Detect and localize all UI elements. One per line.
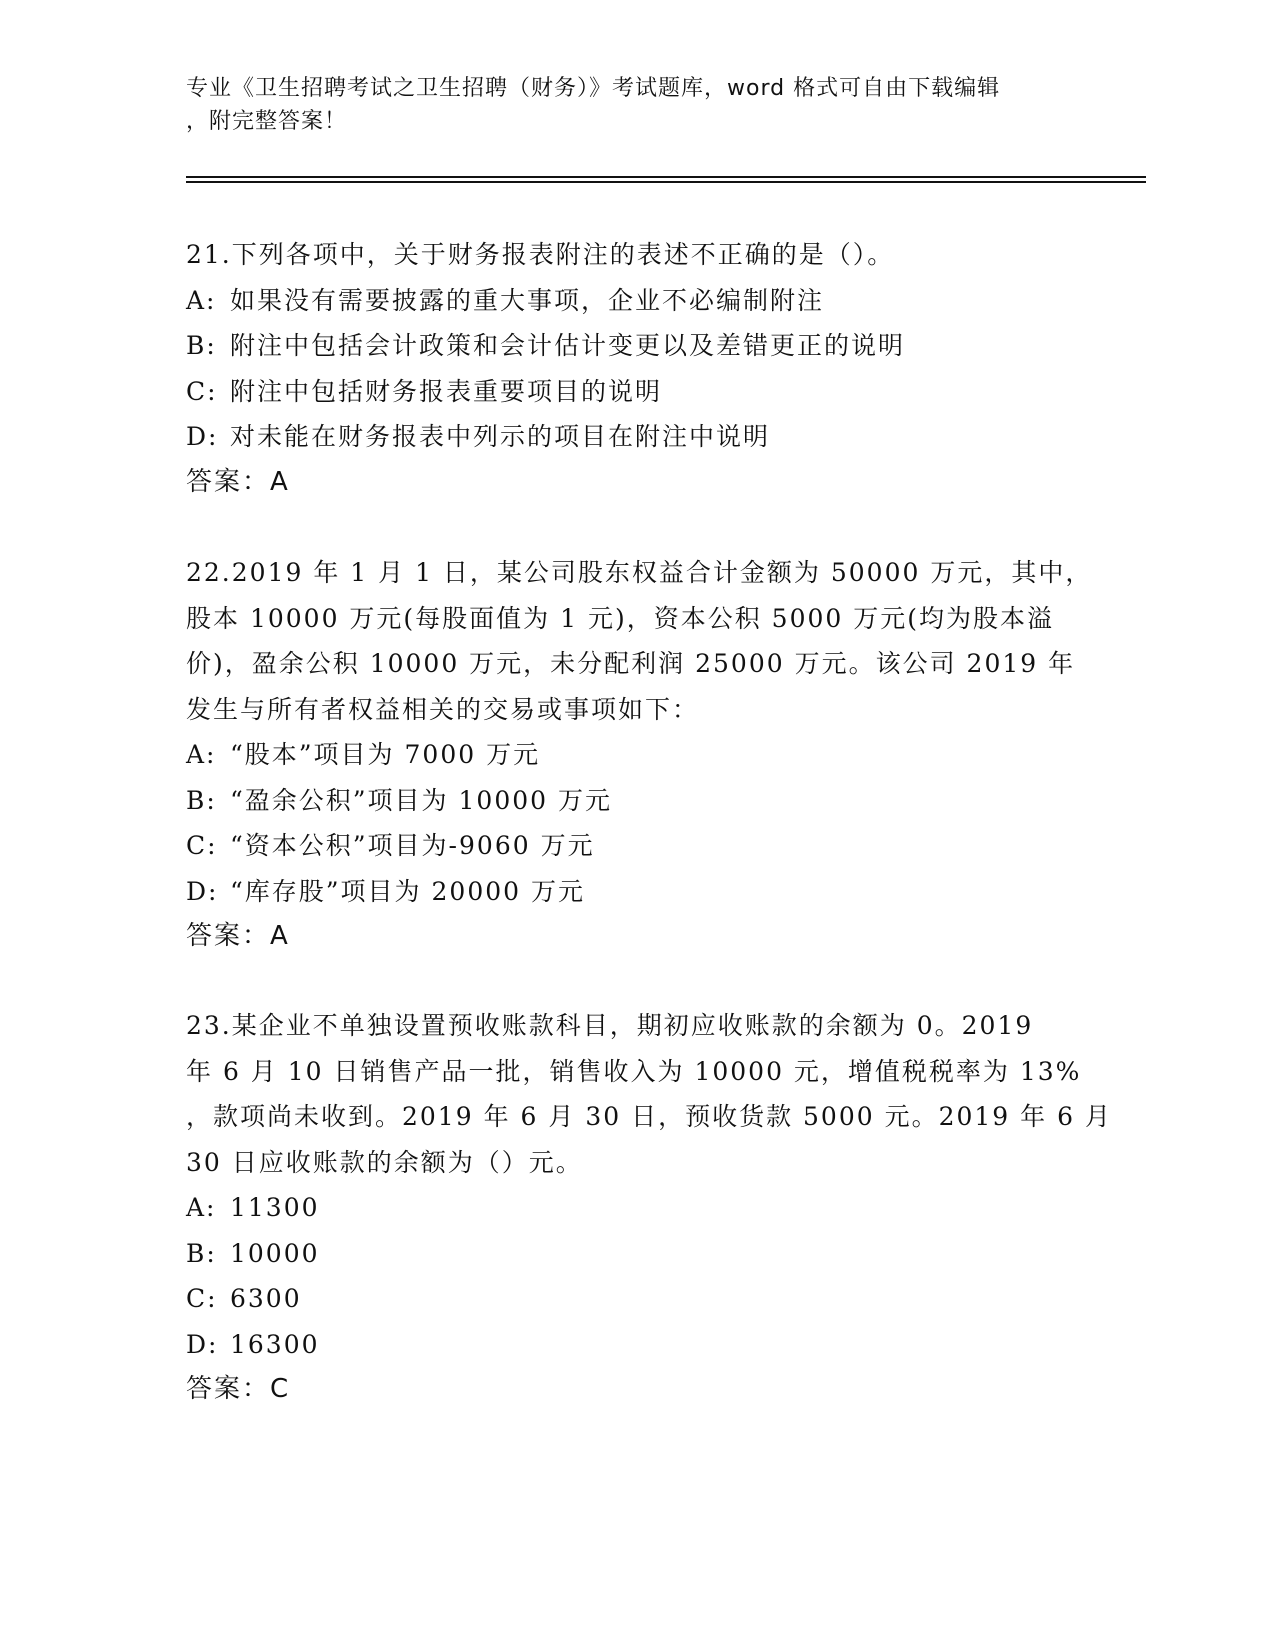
option-key: A: (186, 740, 217, 769)
header-line: 专业《卫生招聘考试之卫生招聘（财务）》考试题库，word 格式可自由下载编辑 (186, 76, 1001, 101)
option-text: 附注中包括会计政策和会计估计变更以及差错更正的说明 (230, 331, 906, 360)
option-key: D: (186, 876, 219, 906)
option-key: C: (186, 376, 218, 406)
option-a (186, 278, 1086, 324)
option-d (186, 869, 1086, 915)
option-a (186, 732, 1086, 778)
option-d (186, 414, 1086, 460)
option-d (186, 1322, 1086, 1368)
option-text: “库存股”项目为 20000 万元 (230, 876, 585, 906)
option-b (186, 323, 1086, 369)
option-text: 11300 (230, 1193, 320, 1222)
option-b (186, 1231, 1086, 1277)
header-line: ，附完整答案！ (186, 109, 348, 134)
option-key: C: (186, 1284, 218, 1313)
option-key: A: (186, 285, 217, 315)
question-stem: 22.2019 年 1 月 1 日，某公司股东权益合计金额为 50000 万元，其中， (186, 558, 1093, 587)
question-21 (186, 232, 1086, 505)
option-text: 16300 (230, 1329, 320, 1359)
option-key: C: (186, 831, 218, 860)
option-key: B: (186, 1238, 217, 1268)
question-stem: 年 6 月 10 日销售产品一批，销售收入为 10000 元，增值税税率为 13% (186, 1056, 1082, 1086)
option-key: B: (186, 331, 217, 360)
question-stem: 30 日应收账款的余额为（）元。 (186, 1147, 583, 1177)
question-stem: 发生与所有者权益相关的交易或事项如下： (186, 694, 700, 724)
option-c (186, 1276, 1086, 1322)
option-key: B: (186, 785, 217, 815)
question-stem: 21.下列各项中，关于财务报表附注的表述不正确的是（）。 (186, 240, 895, 269)
option-text: 6300 (230, 1284, 302, 1313)
option-text: “资本公积”项目为-9060 万元 (230, 831, 595, 860)
header-divider (186, 176, 1146, 178)
option-text: “盈余公积”项目为 10000 万元 (230, 785, 612, 815)
option-key: A: (186, 1193, 217, 1222)
option-text: 附注中包括财务报表重要项目的说明 (230, 376, 663, 406)
option-text: 如果没有需要披露的重大事项，企业不必编制附注 (230, 285, 825, 315)
document-header (186, 72, 1076, 138)
option-key: D: (186, 422, 219, 451)
header-divider (186, 181, 1146, 183)
answer-line: 答案：A (186, 921, 290, 951)
question-23 (186, 1003, 1112, 1413)
option-a (186, 1185, 1086, 1231)
question-stem: 股本 10000 万元(每股面值为 1 元)，资本公积 5000 万元(均为股本溢 (186, 603, 1055, 633)
option-c (186, 823, 1086, 869)
option-b (186, 778, 1086, 824)
option-key: D: (186, 1329, 219, 1359)
option-text: 10000 (230, 1238, 320, 1268)
option-text: 对未能在财务报表中列示的项目在附注中说明 (230, 422, 771, 451)
option-c (186, 369, 1086, 415)
option-text: “股本”项目为 7000 万元 (230, 740, 541, 769)
question-stem: 价)，盈余公积 10000 万元，未分配利润 25000 万元。该公司 2019 年 (186, 649, 1076, 678)
question-stem: ，款项尚未收到。2019 年 6 月 30 日，预收货款 5000 元。2019 年 6 月 (186, 1102, 1112, 1131)
question-stem: 23.某企业不单独设置预收账款科目，期初应收账款的余额为 0。2019 (186, 1011, 1034, 1040)
question-22 (186, 550, 1093, 960)
answer-line: 答案：C (186, 1374, 291, 1404)
answer-line: 答案：A (186, 466, 290, 497)
